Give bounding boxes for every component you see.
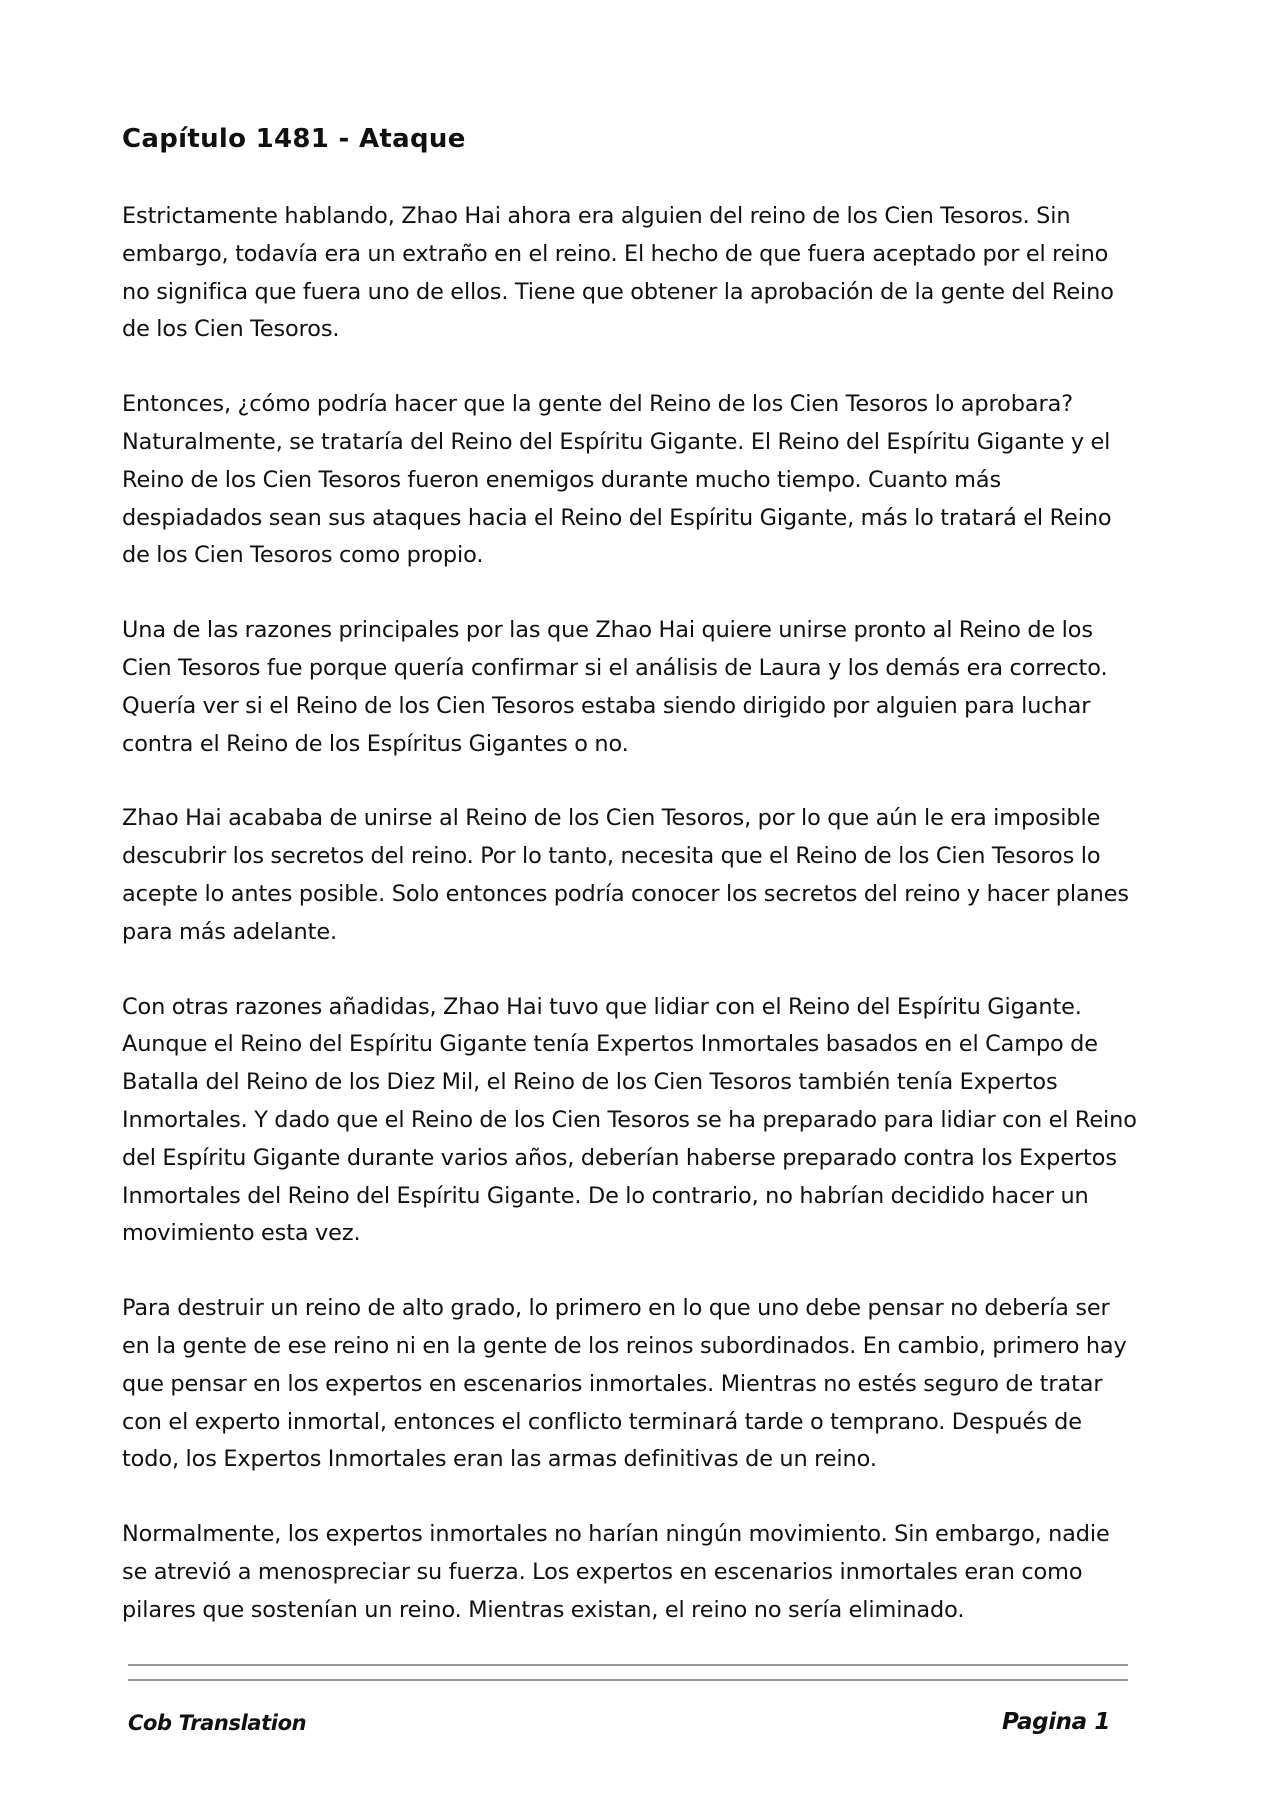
paragraph: Para destruir un reino de alto grado, lo primero en lo que uno debe pensar no debería ser en la gente de ese reino ni en la gente de los reinos subordinados. En cambio, primero hay que pensar en los expertos en escenarios inmortales. Mientras no estés seguro de tratar con el experto inmortal, entonces el conflicto terminará tarde o temprano. Después de todo, los Expertos Inmortales eran las armas definitivas de un reino. xyxy=(122,1295,1127,1473)
paragraph: Con otras razones añadidas, Zhao Hai tuvo que lidiar con el Reino del Espíritu Gigante. Aunque el Reino del Espíritu Gigante tenía Expertos Inmortales basados en el Campo de Batalla del Reino de los Diez Mil, el Reino de los Cien Tesoros también tenía Expertos Inmortales. Y dado que el Reino de los Cien Tesoros se ha preparado para lidiar con el Reino del Espíritu Gigante durante varios años, deberían haberse preparado contra los Expertos Inmortales del Reino del Espíritu Gigante. De lo contrario, no habrían decidido hacer un movimiento esta vez. xyxy=(122,993,1137,1247)
footer-divider-bottom xyxy=(128,1679,1128,1681)
chapter-title: Capítulo 1481 - Ataque xyxy=(122,124,466,154)
paragraph: Estrictamente hablando, Zhao Hai ahora era alguien del reino de los Cien Tesoros. Sin embargo, todavía era un extraño en el reino. El hecho de que fuera aceptado por el reino no significa que fuera uno de ellos. Tiene que obtener la aprobación de la gente del Reino de los Cien Tesoros. xyxy=(122,203,1114,343)
footer-divider-top xyxy=(128,1664,1128,1666)
paragraph: Normalmente, los expertos inmortales no harían ningún movimiento. Sin embargo, nadie se atrevió a menospreciar su fuerza. Los expertos en escenarios inmortales eran como pilares que sostenían un reino. Mientras existan, el reino no sería eliminado. xyxy=(122,1521,1110,1623)
footer-page-number: Pagina 1 xyxy=(1002,1709,1110,1735)
paragraph: Una de las razones principales por las que Zhao Hai quiere unirse pronto al Reino de los Cien Tesoros fue porque quería confirmar si el análisis de Laura y los demás era correcto. Quería ver si el Reino de los Cien Tesoros estaba siendo dirigido por alguien para luchar contra el Reino de los Espíritus Gigantes o no. xyxy=(122,617,1108,757)
footer-translator-credit: Cob Translation xyxy=(128,1711,307,1735)
paragraph: Zhao Hai acababa de unirse al Reino de los Cien Tesoros, por lo que aún le era imposible descubrir los secretos del reino. Por lo tanto, necesita que el Reino de los Cien Tesoros lo acepte lo antes posible. Solo entonces podría conocer los secretos del reino y hacer planes para más adelante. xyxy=(122,805,1129,945)
paragraph: Entonces, ¿cómo podría hacer que la gente del Reino de los Cien Tesoros lo aprobara? Naturalmente, se trataría del Reino del Espíritu Gigante. El Reino del Espíritu Gigante y el Reino de los Cien Tesoros fueron enemigos durante mucho tiempo. Cuanto más despiadados sean sus ataques hacia el Reino del Espíritu Gigante, más lo tratará el Reino de los Cien Tesoros como propio. xyxy=(122,391,1112,569)
chapter-body xyxy=(122,198,1138,1667)
